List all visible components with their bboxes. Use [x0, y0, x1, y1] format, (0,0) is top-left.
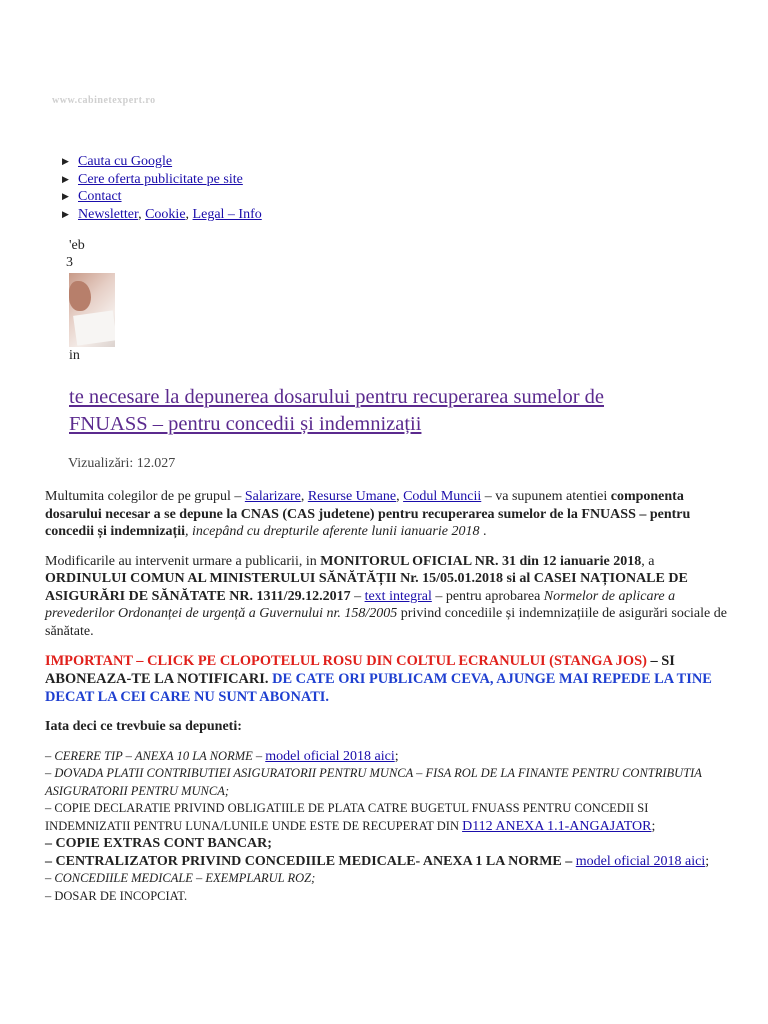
bullet-icon: ▶ — [62, 191, 69, 201]
nav-link-contact[interactable]: Contact — [78, 189, 122, 204]
tag-link-salarizare[interactable]: Salarizare — [244, 489, 301, 504]
item-end: ; — [705, 853, 710, 869]
post-title — [69, 384, 749, 438]
intro-text: – va supunem atentiei — [481, 489, 611, 504]
nav-separator: , — [138, 206, 146, 222]
item-text: – DOSAR DE INCOPCIAT. — [45, 888, 188, 903]
intro-text: . — [479, 524, 487, 539]
item-text: – CONCEDIILE MEDICALE – EXEMPLARUL ROZ; — [45, 871, 316, 885]
item-text: – CERERE TIP – ANEXA 10 LA NORME – — [45, 748, 266, 763]
nav-link-newsletter[interactable]: Newsletter — [78, 206, 139, 222]
monitor-oficial-ref: MONITORUL OFICIAL NR. 31 din 12 ianuarie 2018 — [320, 553, 642, 569]
item-text: – COPIE EXTRAS CONT BANCAR; — [45, 836, 272, 851]
list-item — [45, 870, 730, 888]
legal-text: – pentru aprobarea — [431, 588, 544, 604]
item-text: – DOVADA PLATII CONTRIBUTIEI ASIGURATORII PENTRU MUNCA – FISA ROL DE LA FINANTE PENTRU CONTRIBUTIA ASIGURATORII PENTRU MUNCA; — [45, 766, 702, 798]
bullet-icon: ▶ — [62, 156, 69, 166]
list-heading-text: Iata deci ce trevbuie sa depuneti: — [45, 719, 242, 734]
d112-anexa-link[interactable]: D112 ANEXA 1.1-ANGAJATOR — [462, 818, 652, 834]
top-nav-list — [62, 153, 262, 223]
item-text: – CENTRALIZATOR PRIVIND CONCEDIILE MEDICALE- ANEXA 1 LA NORME – — [45, 853, 576, 869]
bullet-icon: ▶ — [62, 208, 69, 219]
nav-item-newsletter — [62, 206, 262, 224]
intro-text: Multumita colegilor de pe grupul – — [45, 489, 245, 504]
post-title-link-line2[interactable]: FNUASS – pentru concedii și indemnizații — [69, 413, 422, 435]
intro-bold-text: componenta dosarului necesar a se depune la CNAS (CAS judetene) pentru recuperarea sumelor de la FNUASS – pentru concedii și indemnizații — [45, 489, 691, 539]
intro-paragraph — [45, 488, 730, 541]
post-date-month: 'eb — [69, 238, 85, 253]
thumbnail-paper-shape — [73, 310, 115, 345]
important-notice — [45, 652, 730, 706]
nav-link-google[interactable]: Cauta cu Google — [78, 154, 173, 169]
model-oficial-link[interactable]: model oficial 2018 aici — [265, 748, 395, 764]
bullet-icon: ▶ — [62, 173, 69, 184]
legal-text: Modificarile au intervenit urmare a publicarii, in — [45, 553, 321, 569]
list-item — [45, 765, 730, 800]
legal-basis-paragraph — [45, 553, 730, 641]
ordin-ref: ORDINULUI COMUN AL MINISTERULUI SĂNĂTĂȚII Nr. 15/05.01.2018 si al CASEI NAȚIONALE DE ASIGURĂRI DE SĂNĂTATE NR. 1311/29.12.2017 — [45, 571, 688, 604]
legal-text: , a — [641, 553, 655, 569]
list-item — [45, 835, 730, 853]
documents-list — [45, 748, 730, 906]
legal-text: privind concediile și indemnizațiile de asigurări sociale de sănătate. — [45, 606, 727, 639]
link-separator: , — [396, 489, 404, 504]
legal-text: – — [350, 588, 365, 604]
text-integral-link[interactable]: text integral — [364, 588, 432, 604]
nav-link-cookie[interactable]: Cookie — [145, 206, 186, 222]
list-item — [45, 888, 730, 906]
list-item — [45, 748, 730, 766]
views-counter: Vizualizări: 12.027 — [68, 456, 176, 471]
model-oficial-link[interactable]: model oficial 2018 aici — [575, 853, 706, 869]
list-item — [45, 800, 730, 835]
intro-italic-text: , incepând cu drepturile aferente lunii ianuarie 2018 — [185, 524, 480, 539]
post-title-link-line1[interactable]: te necesare la depunerea dosarului pentru recuperarea sumelor de — [69, 386, 604, 408]
post-author: in — [69, 348, 80, 363]
thumbnail-hand-shape — [69, 281, 91, 311]
important-blue-text: DE CATE ORI PUBLICAM CEVA, AJUNGE MAI REPEDE LA TINE DECAT LA CEI CARE NU SUNT ABONATI. — [45, 671, 712, 705]
tag-link-resurse-umane[interactable]: Resurse Umane — [307, 489, 397, 504]
nav-item-contact — [62, 188, 262, 206]
important-red-text: IMPORTANT – CLICK PE CLOPOTELUL ROSU DIN COLTUL ECRANULUI (STANGA JOS) — [45, 653, 647, 669]
nav-item-google — [62, 153, 262, 171]
post-date-year: 3 — [66, 255, 73, 270]
nav-item-oferta — [62, 171, 262, 189]
list-heading — [45, 718, 730, 736]
article-body — [45, 488, 730, 905]
item-text: – COPIE DECLARATIE PRIVIND OBLIGATIILE DE PLATA CATRE BUGETUL FNUASS PENTRU CONCEDII SI INDEMNIZATII PENTRU LUNA/LUNILE UNDE ESTE DE RECUPERAT DIN — [45, 801, 649, 833]
post-thumbnail[interactable] — [69, 273, 115, 347]
tag-link-codul-muncii[interactable]: Codul Muncii — [403, 489, 482, 504]
link-separator: , — [300, 489, 308, 504]
item-end: ; — [651, 818, 656, 834]
important-black-text: – SI ABONEAZA-TE LA NOTIFICARI. — [45, 653, 675, 687]
site-logo[interactable]: www.cabinetexpert.ro — [52, 95, 156, 106]
nav-link-oferta[interactable]: Cere oferta publicitate pe site — [78, 171, 243, 187]
nav-separator: , — [185, 206, 193, 222]
nav-link-legal[interactable]: Legal – Info — [192, 206, 262, 222]
norme-italic-text: Normelor de aplicare a prevederilor Ordonanței de urgență a Guvernului nr. 158/2005 — [45, 588, 676, 621]
list-item — [45, 853, 730, 871]
item-end: ; — [394, 748, 399, 764]
